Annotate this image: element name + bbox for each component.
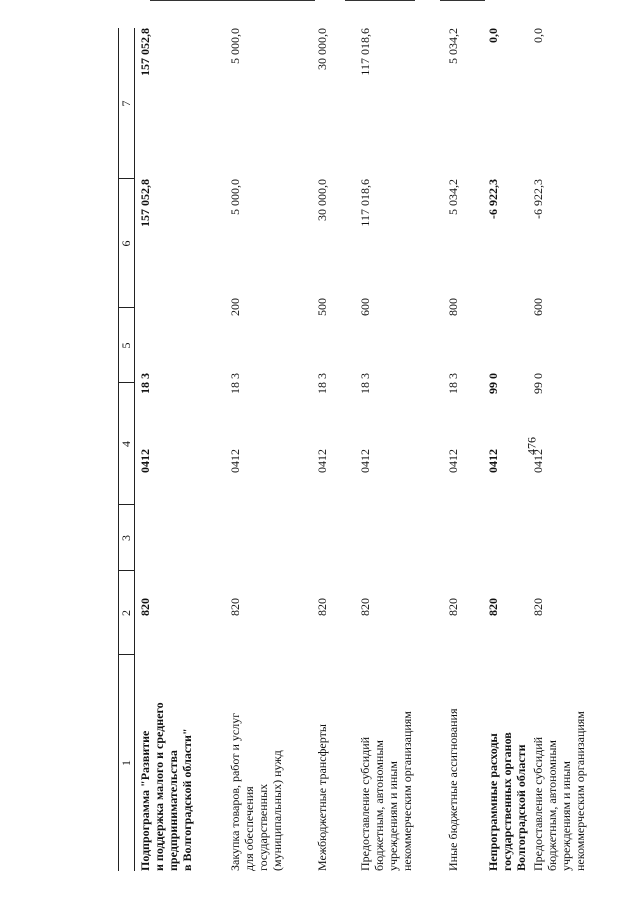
row-expense-type: 600 bbox=[531, 298, 545, 316]
row-amount: 5 000,0 bbox=[228, 179, 242, 215]
row-code: 820 bbox=[358, 598, 372, 616]
header-col-3: 3 bbox=[119, 535, 133, 541]
row-expense-type: 800 bbox=[446, 298, 460, 316]
row-section: 0412 bbox=[358, 449, 372, 473]
row-amount: 117 018,6 bbox=[358, 179, 372, 227]
header-col-5: 5 bbox=[119, 342, 133, 349]
header-separator bbox=[134, 28, 135, 871]
row-expense-type: 600 bbox=[358, 298, 372, 316]
row-amount: 157 052,8 bbox=[138, 179, 152, 227]
row-section: 0412 bbox=[138, 449, 152, 473]
row-amount-total: 5 034,2 bbox=[446, 28, 460, 64]
row-expense-type: 200 bbox=[228, 298, 242, 316]
row-code: 820 bbox=[531, 598, 545, 616]
row-expense-type: 500 bbox=[315, 298, 329, 316]
row-section: 0412 bbox=[486, 449, 500, 473]
row-target: 18 3 bbox=[228, 373, 242, 394]
row-section: 0412 bbox=[228, 449, 242, 473]
row-amount-total: 117 018,6 bbox=[358, 28, 372, 76]
row-section: 0412 bbox=[446, 449, 460, 473]
row-amount: -6 922,3 bbox=[531, 179, 545, 219]
header-col-7: 7 bbox=[119, 100, 133, 107]
row-name: Непрограммные расходы государственных органов Волгоградской области bbox=[486, 732, 528, 871]
row-name: Закупка товаров, работ и услуг для обеспечения государственных (муниципальных) нужд bbox=[228, 712, 284, 871]
row-amount: 5 034,2 bbox=[446, 179, 460, 215]
header-col-6: 6 bbox=[119, 240, 133, 247]
row-amount-total: 30 000,0 bbox=[315, 28, 329, 70]
row-target: 18 3 bbox=[446, 373, 460, 394]
row-code: 820 bbox=[138, 598, 152, 616]
row-code: 820 bbox=[228, 598, 242, 616]
row-amount: 30 000,0 bbox=[315, 179, 329, 221]
row-amount-total: 0,0 bbox=[531, 28, 545, 43]
row-section: 0412 bbox=[315, 449, 329, 473]
row-target: 18 3 bbox=[358, 373, 372, 394]
header-col-1: 1 bbox=[119, 760, 133, 766]
row-amount: -6 922,3 bbox=[486, 179, 500, 219]
row-target: 99 0 bbox=[531, 373, 545, 394]
row-name: Межбюджетные трансферты bbox=[315, 724, 329, 871]
row-name: Предоставление субсидий бюджетным, автономным учреждениям и иным некоммерческим организациям bbox=[531, 711, 587, 871]
row-amount-total: 5 000,0 bbox=[228, 28, 242, 64]
row-amount-total: 157 052,8 bbox=[138, 28, 152, 76]
budget-table bbox=[118, 28, 587, 871]
row-amount-total: 0,0 bbox=[486, 28, 500, 43]
header-col-4: 4 bbox=[119, 441, 133, 447]
row-target: 18 3 bbox=[138, 373, 152, 394]
row-target: 99 0 bbox=[486, 373, 500, 394]
row-name: Подпрограмма "Развитие и поддержка малого и среднего предпринимательства в Волгоградской области" bbox=[138, 702, 194, 871]
row-name: Предоставление субсидий бюджетным, автономным учреждениям и иным некоммерческим организациям bbox=[358, 711, 414, 871]
row-target: 18 3 bbox=[315, 373, 329, 394]
page-number: 476 bbox=[524, 437, 539, 455]
row-code: 820 bbox=[315, 598, 329, 616]
row-code: 820 bbox=[486, 598, 500, 616]
row-code: 820 bbox=[446, 598, 460, 616]
header-col-2: 2 bbox=[119, 610, 133, 616]
row-name: Иные бюджетные ассигнования bbox=[446, 708, 460, 871]
row-section: 0412 bbox=[531, 449, 545, 473]
